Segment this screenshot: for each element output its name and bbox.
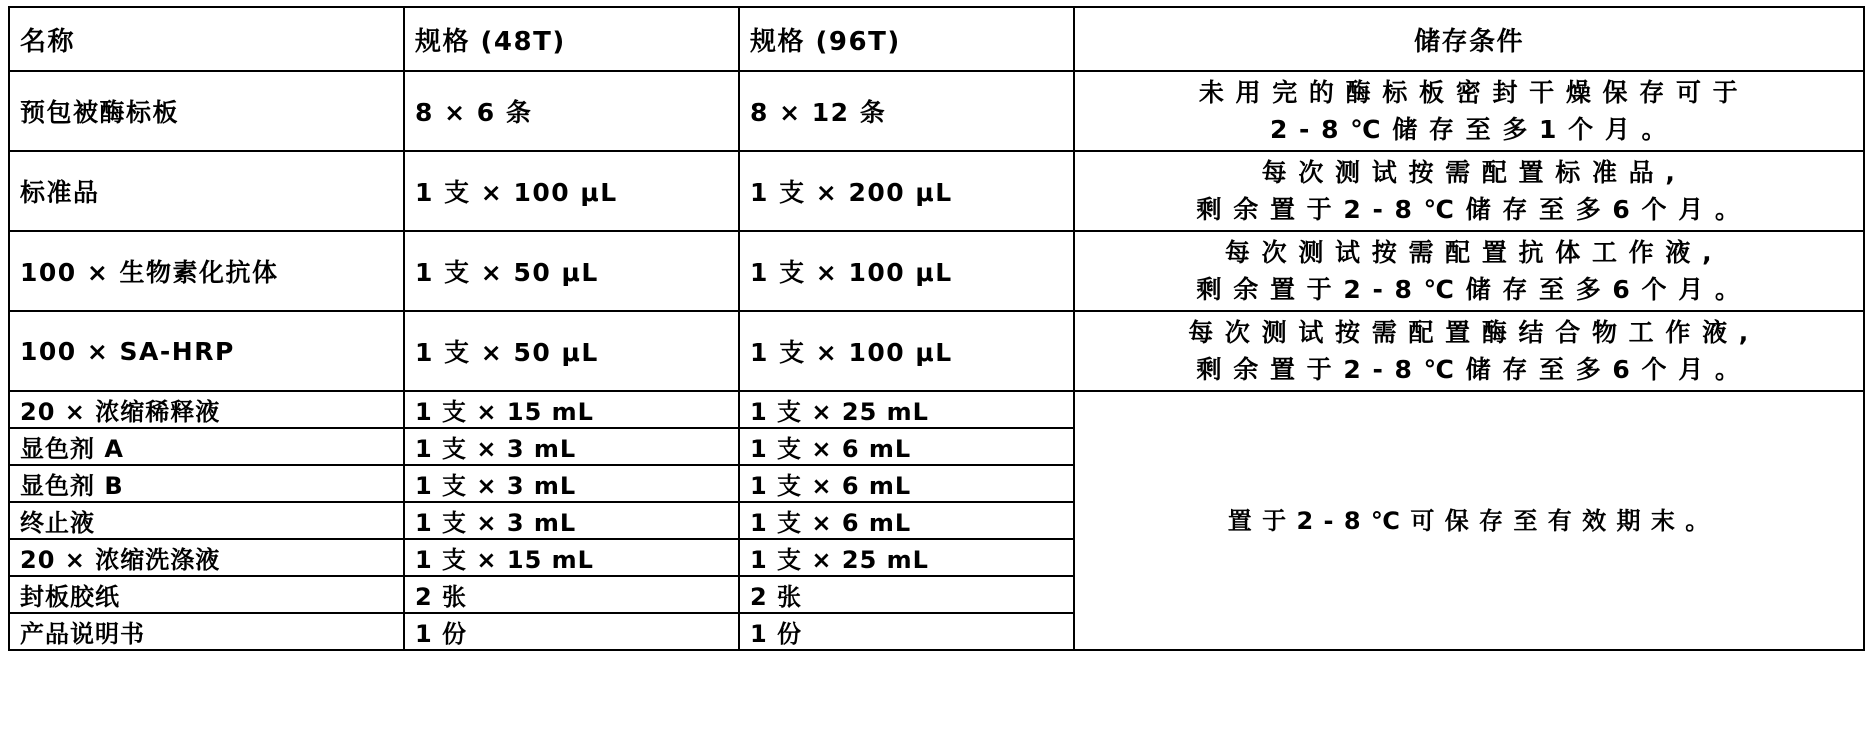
cell-storage [1074, 311, 1864, 391]
cell-storage-merged: 置 于 2 - 8 ℃ 可 保 存 至 有 效 期 末 。 [1074, 391, 1864, 650]
cell-spec-96t: 1 支 × 200 μL [739, 151, 1074, 231]
cell-component-name: 终止液 [9, 502, 404, 539]
table-row [9, 151, 1864, 231]
cell-storage [1074, 231, 1864, 311]
column-header-spec-48t: 规格 (48T) [404, 7, 739, 71]
cell-component-name: 预包被酶标板 [9, 71, 404, 151]
cell-spec-96t: 1 支 × 100 μL [739, 311, 1074, 391]
cell-spec-48t: 1 份 [404, 613, 739, 650]
column-header-storage-conditions: 储存条件 [1074, 7, 1864, 71]
table-header [9, 7, 1864, 71]
table-header-row [9, 7, 1864, 71]
table-row [9, 71, 1864, 151]
cell-component-name: 20 × 浓缩洗涤液 [9, 539, 404, 576]
cell-component-name: 产品说明书 [9, 613, 404, 650]
cell-spec-48t: 1 支 × 50 μL [404, 231, 739, 311]
cell-storage [1074, 71, 1864, 151]
cell-spec-48t: 2 张 [404, 576, 739, 613]
cell-component-name: 100 × SA-HRP [9, 311, 404, 391]
cell-component-name: 20 × 浓缩稀释液 [9, 391, 404, 428]
cell-component-name: 封板胶纸 [9, 576, 404, 613]
cell-storage [1074, 151, 1864, 231]
cell-component-name: 显色剂 B [9, 465, 404, 502]
cell-spec-96t: 8 × 12 条 [739, 71, 1074, 151]
storage-line: 未 用 完 的 酶 标 板 密 封 干 燥 保 存 可 于 [1198, 77, 1740, 107]
cell-spec-96t: 1 支 × 100 μL [739, 231, 1074, 311]
table-body [9, 71, 1864, 650]
storage-line: 每 次 测 试 按 需 配 置 抗 体 工 作 液 , [1224, 237, 1714, 267]
storage-line: 2 - 8 ℃ 储 存 至 多 1 个 月 。 [1269, 115, 1669, 144]
cell-spec-48t: 1 支 × 100 μL [404, 151, 739, 231]
kit-components-table [8, 6, 1865, 651]
cell-spec-48t: 1 支 × 3 mL [404, 428, 739, 465]
cell-spec-48t: 1 支 × 50 μL [404, 311, 739, 391]
cell-spec-96t: 1 支 × 25 mL [739, 391, 1074, 428]
cell-spec-96t: 1 支 × 6 mL [739, 502, 1074, 539]
cell-spec-48t: 1 支 × 15 mL [404, 539, 739, 576]
storage-line: 每 次 测 试 按 需 配 置 标 准 品 , [1261, 157, 1677, 187]
cell-spec-48t: 1 支 × 3 mL [404, 465, 739, 502]
cell-spec-96t: 1 支 × 6 mL [739, 465, 1074, 502]
cell-spec-48t: 8 × 6 条 [404, 71, 739, 151]
cell-component-name: 显色剂 A [9, 428, 404, 465]
storage-line: 剩 余 置 于 2 - 8 ℃ 储 存 至 多 6 个 月 。 [1196, 275, 1742, 304]
table-row [9, 391, 1864, 428]
storage-line: 剩 余 置 于 2 - 8 ℃ 储 存 至 多 6 个 月 。 [1196, 355, 1742, 384]
table-row [9, 231, 1864, 311]
cell-spec-48t: 1 支 × 15 mL [404, 391, 739, 428]
table-row [9, 311, 1864, 391]
storage-line: 剩 余 置 于 2 - 8 ℃ 储 存 至 多 6 个 月 。 [1196, 195, 1742, 224]
cell-spec-96t: 1 支 × 25 mL [739, 539, 1074, 576]
column-header-name: 名称 [9, 7, 404, 71]
column-header-spec-96t: 规格 (96T) [739, 7, 1074, 71]
cell-component-name: 100 × 生物素化抗体 [9, 231, 404, 311]
storage-line: 每 次 测 试 按 需 配 置 酶 结 合 物 工 作 液 , [1188, 317, 1750, 347]
cell-spec-96t: 1 份 [739, 613, 1074, 650]
cell-spec-96t: 1 支 × 6 mL [739, 428, 1074, 465]
cell-component-name: 标准品 [9, 151, 404, 231]
cell-spec-48t: 1 支 × 3 mL [404, 502, 739, 539]
cell-spec-96t: 2 张 [739, 576, 1074, 613]
